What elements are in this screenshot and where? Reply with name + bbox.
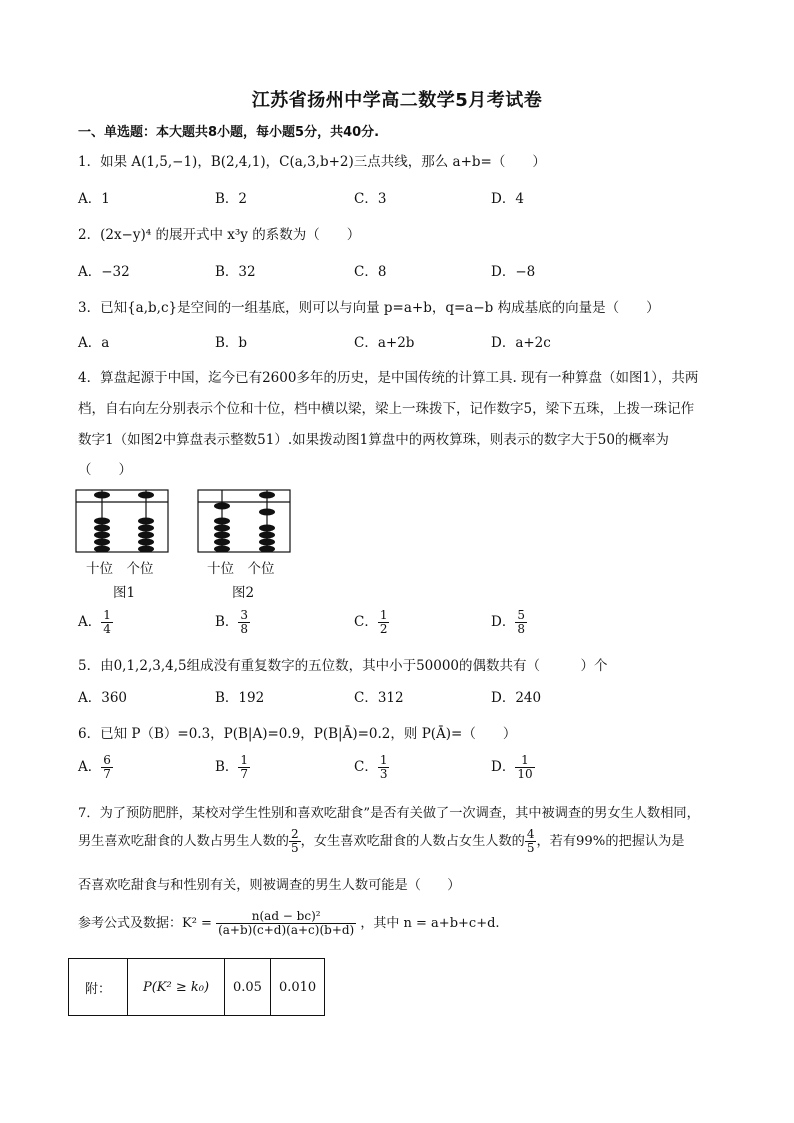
question-1: 1．如果 A(1,5,−1)，B(2,4,1)，C(a,3,b+2)三点共线，那么 a+b=（ ） — [78, 154, 546, 170]
option-d[interactable]: D．240 — [491, 690, 542, 706]
question-4-line-3: 数字1（如图2中算盘表示整数51）.如果拨动图1算盘中的两枚算珠，则表示的数字大于50的概率为 — [78, 432, 669, 448]
figure-1-caption: 图1 — [113, 585, 136, 601]
figure-2-label: 十位 个位 — [207, 561, 275, 577]
question-7-line-3: 否喜欢吃甜食与和性别有关，则被调查的男生人数可能是（ ） — [78, 878, 461, 893]
section-heading: 一、单选题：本大题共8小题，每小题5分，共40分. — [78, 125, 380, 140]
abacus-figures — [74, 488, 296, 558]
option-a[interactable]: A．−32 — [78, 264, 130, 280]
option-a[interactable]: A． $\frac{1}{4}$ — [78, 608, 111, 637]
option-d[interactable]: D． $\frac{1}{10}$ — [491, 753, 533, 782]
page-title: 江苏省扬州中学高二数学5月考试卷 — [251, 90, 543, 111]
figure-2-caption: 图2 — [232, 585, 255, 601]
option-b[interactable]: B． $\frac{1}{7}$ — [215, 753, 249, 782]
option-c[interactable]: C． $\frac{1}{2}$ — [354, 608, 388, 637]
option-a[interactable]: A．1 — [78, 191, 110, 207]
option-b[interactable]: B．2 — [215, 191, 248, 207]
option-d[interactable]: D． $\frac{5}{8}$ — [491, 608, 525, 637]
option-a[interactable]: A．360 — [78, 690, 128, 706]
figure-1-label: 十位 个位 — [86, 561, 154, 577]
question-4-line-1: 4．算盘起源于中国，迄今已有2600多年的历史，是中国传统的计算工具. 现有一种算盘（如图1），共两 — [78, 370, 699, 386]
abacus-figure-1 — [76, 490, 168, 553]
question-2: 2．(2x−y)⁴ 的展开式中 x³y 的系数为（ ） — [78, 227, 361, 243]
question-7-line-1: 7．为了预防肥胖，某校对学生性别和喜欢吃甜食”是否有关做了一次调查，其中被调查的男女生人数相同， — [78, 806, 700, 821]
table-cell: 0.010 — [270, 959, 324, 1016]
option-c[interactable]: C．a+2b — [354, 335, 415, 351]
option-c[interactable]: C．8 — [354, 264, 387, 280]
option-b[interactable]: B． $\frac{3}{8}$ — [215, 608, 249, 637]
option-b[interactable]: B．b — [215, 335, 248, 351]
question-3: 3．已知{a,b,c}是空间的一组基底，则可以与向量 p=a+b，q=a−b 构成基底的向量是（ ） — [78, 300, 660, 316]
question-6: 6．已知 P（B）=0.3，P(B|A)=0.9，P(B|Ā)=0.2，则 P(Ā)=（ ） — [78, 726, 517, 742]
reference-formula: 参考公式及数据：K² = $\frac{\text{n(ad − bc)²}}{(a+b)(c+d)(a+c)(b+d)}$ ，其中 n = a+b+c+d. — [78, 909, 500, 938]
option-c[interactable]: C．3 — [354, 191, 387, 207]
option-d[interactable]: D．a+2c — [491, 335, 551, 351]
option-c[interactable]: C． $\frac{1}{3}$ — [354, 753, 388, 782]
option-a[interactable]: A．a — [78, 335, 110, 351]
question-4-line-4: （ ） — [78, 462, 132, 478]
option-c[interactable]: C．312 — [354, 690, 404, 706]
reference-table — [68, 958, 325, 1016]
question-5: 5．由0,1,2,3,4,5组成没有重复数字的五位数，其中小于50000的偶数共有（ ）个 — [78, 658, 608, 674]
option-d[interactable]: D．4 — [491, 191, 524, 207]
abacus-figure-2 — [198, 490, 290, 553]
option-b[interactable]: B．32 — [215, 264, 256, 280]
question-4-line-2: 档，自右向左分别表示个位和十位，档中横以梁，梁上一珠拨下，记作数字5，梁下五珠，上拨一珠记作 — [78, 401, 695, 417]
table-cell: 0.05 — [225, 959, 271, 1016]
table-header: P(K² ≥ k₀) — [128, 959, 225, 1016]
table-label: 附： — [69, 959, 128, 1016]
option-a[interactable]: A． $\frac{6}{7}$ — [78, 753, 111, 782]
option-d[interactable]: D．−8 — [491, 264, 536, 280]
question-7-line-2: 男生喜欢吃甜食的人数占男生人数的 $\frac{2}{5}$ ，女生喜欢吃甜食的人数占女生人数的 $\frac{4}{5}$ ，若有99%的把握认为是 — [78, 827, 685, 856]
option-b[interactable]: B．192 — [215, 690, 265, 706]
table-row — [69, 959, 325, 1016]
